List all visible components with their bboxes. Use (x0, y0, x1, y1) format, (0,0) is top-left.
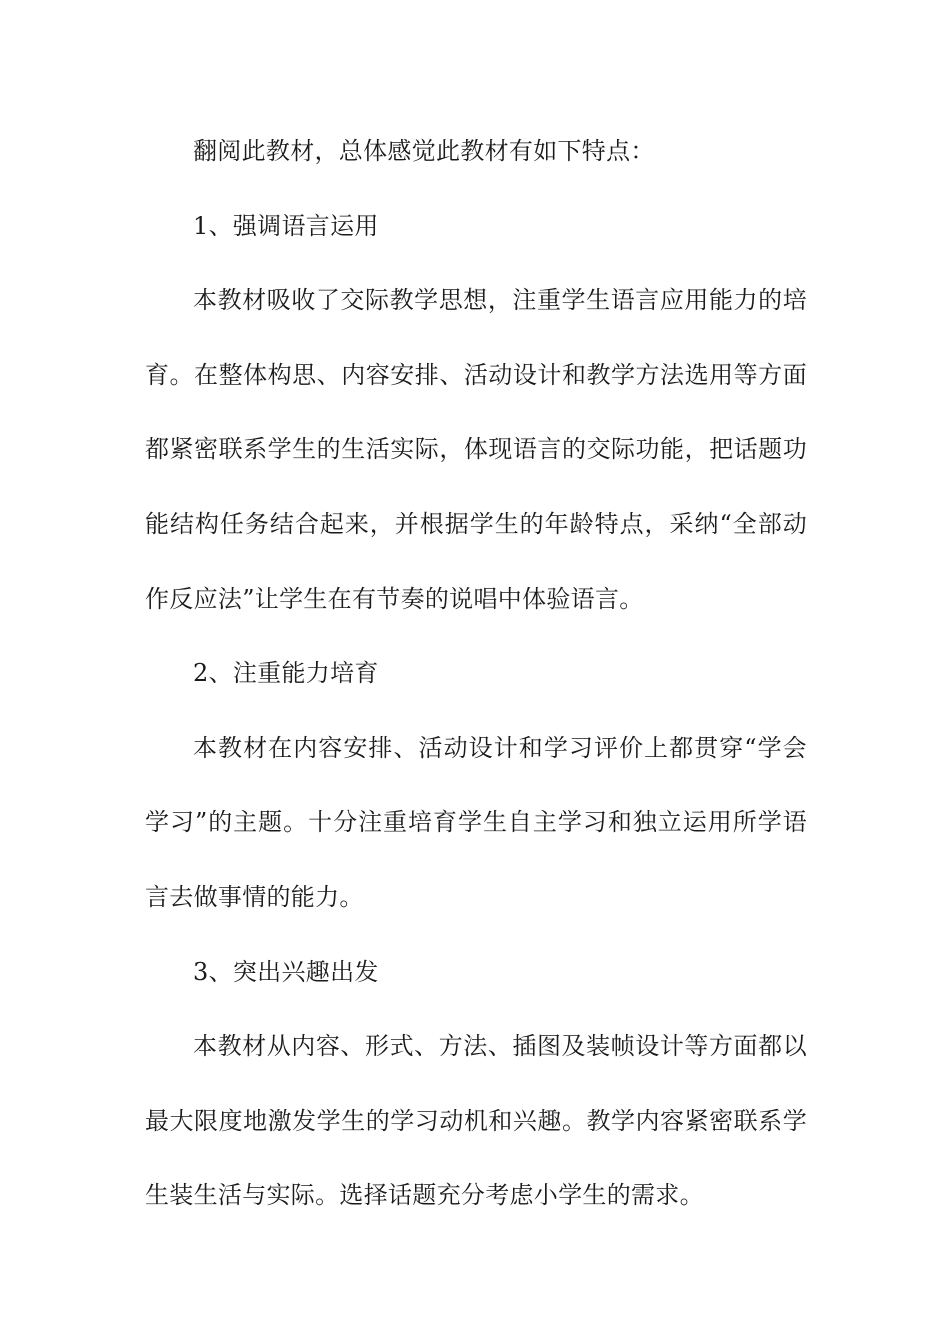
section-paragraph-1: 本教材吸收了交际教学思想，注重学生语言应用能力的培育。在整体构思、内容安排、活动设计和教学方法选用等方面都紧密联系学生的生活实际，体现语言的交际功能，把话题功能结构任务结合起来，并根据学生的年龄特点，采纳“全部动作反应法”让学生在有节奏的说唱中体验语言。 (145, 286, 807, 613)
section-heading-2: 2、注重能力培育 (193, 659, 379, 688)
section-paragraph-2: 本教材在内容安排、活动设计和学习评价上都贯穿“学会学习”的主题。十分注重培育学生自主学习和独立运用所学语言去做事情的能力。 (145, 733, 807, 911)
section-heading-1: 1、强调语言运用 (193, 211, 379, 240)
intro-paragraph: 翻阅此教材，总体感觉此教材有如下特点： (193, 137, 655, 165)
section-paragraph-3: 本教材从内容、形式、方法、插图及装帧设计等方面都以最大限度地激发学生的学习动机和兴趣。教学内容紧密联系学生装生活与实际。选择话题充分考虑小学生的需求。 (145, 1032, 807, 1210)
document-body (145, 114, 807, 1233)
section-heading-3: 3、突出兴趣出发 (193, 957, 379, 986)
